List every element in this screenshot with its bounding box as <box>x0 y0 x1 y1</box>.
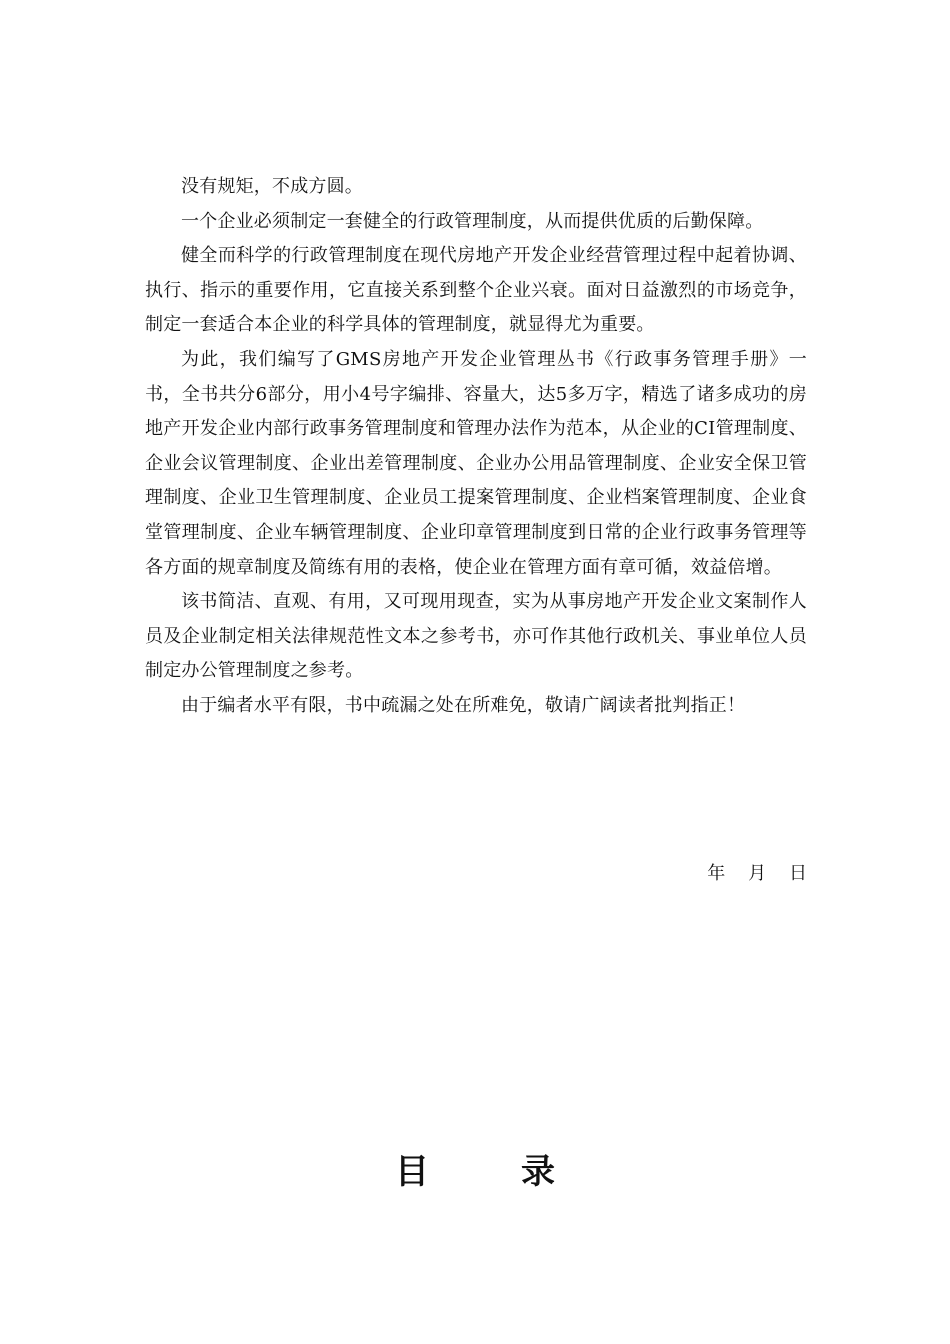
preface-paragraph-4: 为此，我们编写了GMS房地产开发企业管理丛书《行政事务管理手册》一书，全书共分6部分，用小4号字编排、容量大，达5多万字，精选了诸多成功的房地产开发企业内部行政事务管理制度和管理办法作为范本，从企业的CI管理制度、企业会议管理制度、企业出差管理制度、企业办公用品管理制度、企业安全保卫管理制度、企业卫生管理制度、企业员工提案管理制度、企业档案管理制度、企业食堂管理制度、企业车辆管理制度、企业印章管理制度到日常的企业行政事务管理等各方面的规章制度及简练有用的表格，使企业在管理方面有章可循，效益倍增。 <box>145 348 807 578</box>
preface-body <box>145 170 807 724</box>
toc-heading <box>0 1148 950 1196</box>
preface-date: 年 月 日 <box>707 863 807 884</box>
toc-heading-char-1: 目 <box>395 1152 429 1192</box>
preface-paragraph-5: 该书简洁、直观、有用，又可现用现查，实为从事房地产开发企业文案制作人员及企业制定相关法律规范性文本之参考书，亦可作其他行政机关、事业单位人员制定办公管理制度之参考。 <box>145 591 807 682</box>
preface-paragraph-1: 没有规矩，不成方圆。 <box>181 176 363 197</box>
preface-paragraph-6: 由于编者水平有限，书中疏漏之处在所难免，敬请广阔读者批判指正！ <box>181 694 746 716</box>
preface-paragraph-2: 一个企业必须制定一套健全的行政管理制度，从而提供优质的后勤保障。 <box>181 210 764 232</box>
toc-heading-char-2: 录 <box>521 1152 555 1192</box>
preface-paragraph-3: 健全而科学的行政管理制度在现代房地产开发企业经营管理过程中起着协调、执行、指示的重要作用，它直接关系到整个企业兴衰。面对日益激烈的市场竞争，制定一套适合本企业的科学具体的管理制度，就显得尤为重要。 <box>145 245 807 336</box>
